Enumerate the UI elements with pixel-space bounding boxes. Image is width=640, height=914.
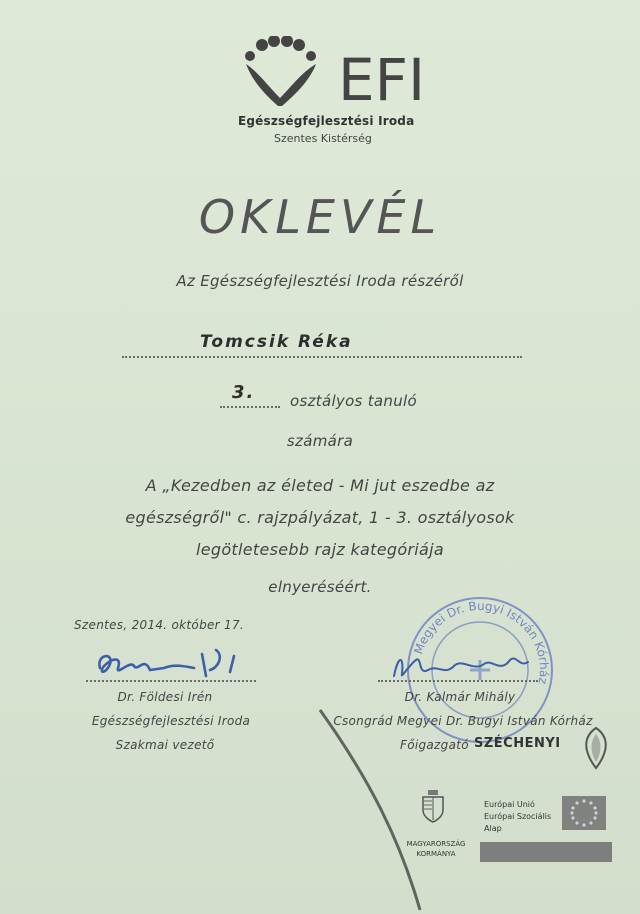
issuer-line: Az Egészségfejlesztési Iroda részéről [176, 272, 464, 290]
date: Szentes, 2014. október 17. [74, 618, 245, 632]
stamp-text: Megyei Dr. Bugyi István Kórház [411, 598, 552, 686]
grade-dotted-line [220, 406, 280, 408]
stamp-arc-stroke [300, 640, 640, 914]
left-signatory-name: Dr. Földesi Irén [117, 690, 213, 704]
eu-flag-icon [562, 796, 606, 830]
left-signature-line [86, 680, 256, 682]
right-signatory-name: Dr. Kalmár Mihály [404, 690, 516, 704]
org-subtitle: Szentes Kistérség [274, 132, 372, 145]
diploma-title: OKLEVÉL [198, 190, 442, 244]
for-label: számára [286, 432, 354, 450]
coat-of-arms-icon [420, 790, 446, 824]
right-signatory-role: Főigazgató [400, 738, 469, 752]
gov-line-2: KORMÁNYA [416, 850, 456, 858]
name-dotted-line [122, 356, 522, 358]
right-signatory-org: Csongrád Megyei Dr. Bugyi István Kórház [333, 714, 593, 728]
logo-letters: EFI [338, 46, 426, 114]
left-signatory-org: Egészségfejlesztési Iroda [91, 714, 251, 728]
award-line-2: egészségről" c. rajzpályázat, 1 - 3. osztályosok [125, 508, 515, 527]
grade-label: osztályos tanuló [290, 392, 417, 410]
award-line-4: elnyeréséért. [268, 578, 372, 596]
left-signatory-role: Szakmai vezető [115, 738, 215, 752]
eu-line-1: Európai Unió [484, 800, 535, 809]
eu-line-2: Európai Szociális [484, 812, 552, 821]
gov-line-1: MAGYARORSZÁG [406, 840, 466, 848]
recipient-name: Tomcsik Réka [200, 332, 353, 352]
efi-logo [240, 36, 430, 116]
recipient-grade: 3. [232, 382, 256, 403]
eu-line-3: Alap [484, 824, 502, 833]
org-name: Egészségfejlesztési Iroda [238, 114, 415, 128]
szechenyi-label: SZÉCHENYI [474, 736, 561, 751]
award-line-1: A „Kezedben az életed - Mi jut eszedbe az [145, 476, 495, 495]
award-line-3: legötletesebb rajz kategóriája [195, 540, 444, 559]
befektetes-banner [480, 842, 612, 862]
